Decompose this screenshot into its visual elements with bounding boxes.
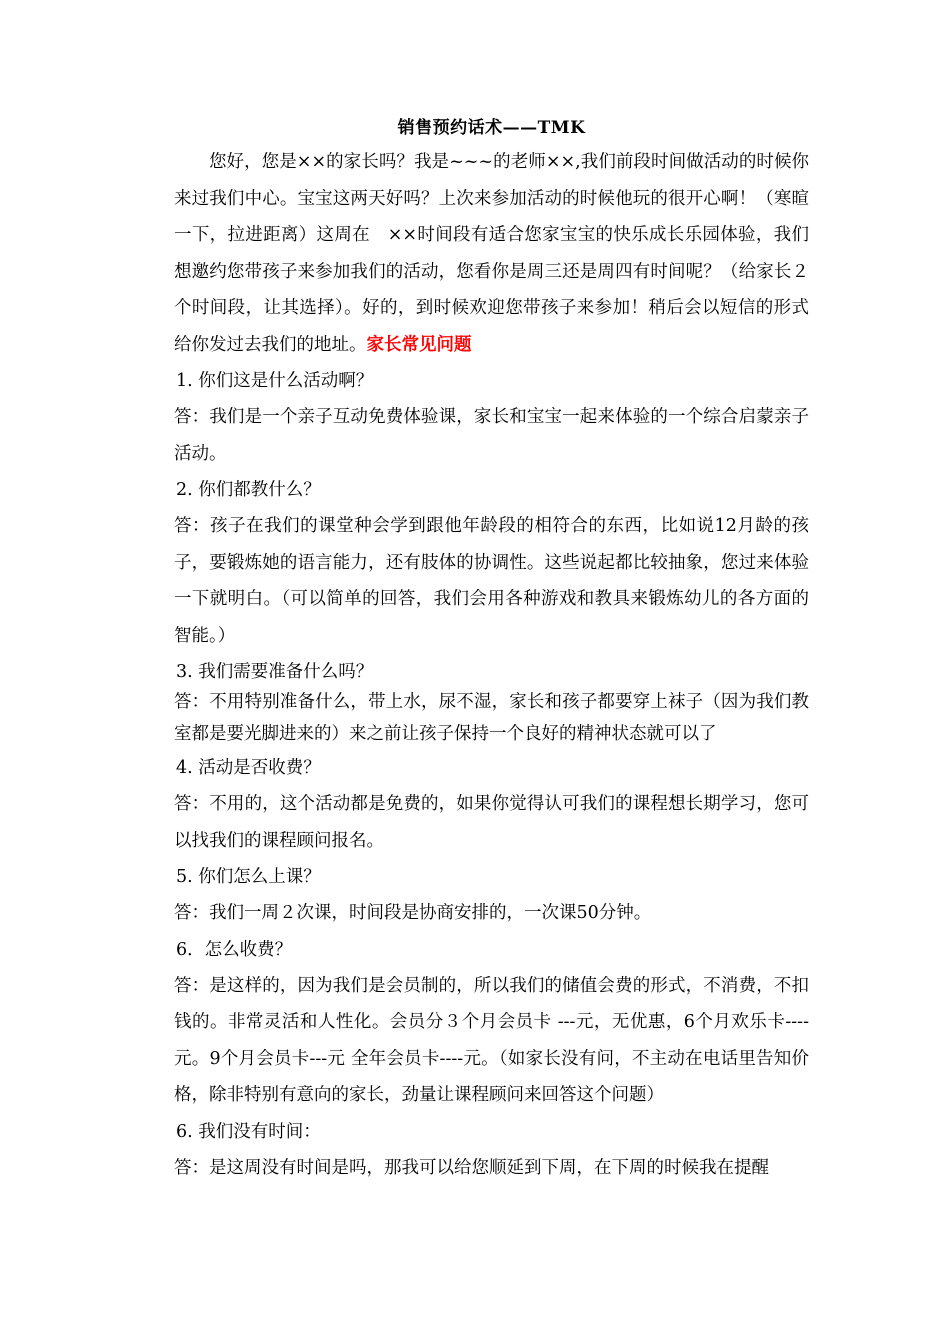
faq-question: 3. 我们需要准备什么吗？	[176, 662, 374, 682]
faq-question: 2. 你们都教什么？	[176, 480, 321, 500]
faq-answer: 答：我们是一个亲子互动免费体验课，家长和宝宝一起来体验的一个综合启蒙亲子活动。	[174, 407, 809, 464]
faq-answer: 答：不用的，这个活动都是免费的，如果你觉得认可我们的课程想长期学习，您可以找我们的课程顾问报名。	[174, 794, 809, 851]
faq-question: 6. 我们没有时间：	[176, 1121, 321, 1142]
intro-text: 您好，您是××的家长吗？我是~~~的老师××,我们前段时间做活动的时候你来过我们中心。宝宝这两天好吗？上次来参加活动的时候他玩的很开心啊！（寒暄一下，拉进距离）这周在 ××时间段有适合您家宝宝的快乐成长乐园体验，我们想邀约您带孩子来参加我们的活动，您看你是周三还是周四有时间呢？（给家长２个时间段，让其选择）。好的，到时候欢迎您带孩子来参加！稍后会以短信的形式给你发过去我们的地址。	[174, 152, 809, 355]
document-title: 销售预约话术——TMK	[397, 118, 586, 138]
faq-answer: 答：孩子在我们的课堂种会学到跟他年龄段的相符合的东西，比如说12月龄的孩子，要锻炼她的语言能力，还有肢体的协调性。这些说起都比较抽象，您过来体验一下就明白。（可以简单的回答，我们会用各种游戏和教具来锻炼幼儿的各方面的智能。）	[174, 516, 809, 646]
section-heading: 家长常见问题	[366, 334, 472, 355]
faq-question: 1. 你们这是什么活动啊？	[176, 371, 374, 391]
faq-answer: 答：是这周没有时间是吗，那我可以给您顺延到下周，在下周的时候我在提醒	[174, 1157, 769, 1178]
intro-paragraph	[174, 144, 809, 363]
faq-question: 5. 你们怎么上课？	[176, 867, 321, 887]
faq-answer: 答：我们一周２次课，时间段是协商安排的，一次课50分钟。	[174, 903, 652, 923]
faq-answer: 答：不用特别准备什么，带上水，尿不湿，家长和孩子都要穿上袜子（因为我们教室都是要光脚进来的）来之前让孩子保持一个良好的精神状态就可以了	[174, 692, 809, 744]
faq-question: 4. 活动是否收费？	[176, 758, 321, 778]
faq-question: 6．怎么收费？	[176, 939, 293, 960]
document-content	[174, 114, 809, 1186]
faq-answer: 答：是这样的，因为我们是会员制的，所以我们的储值会费的形式，不消费，不扣钱的。非常灵活和人性化。会员分３个月会员卡 ---元，无优惠，6个月欢乐卡----元。9个月会员卡---元 全年会员卡----元。（如家长没有问，不主动在电话里告知价格，除非特别有意向的家长，劲量让课程顾问来回答这个问题）	[174, 975, 809, 1105]
